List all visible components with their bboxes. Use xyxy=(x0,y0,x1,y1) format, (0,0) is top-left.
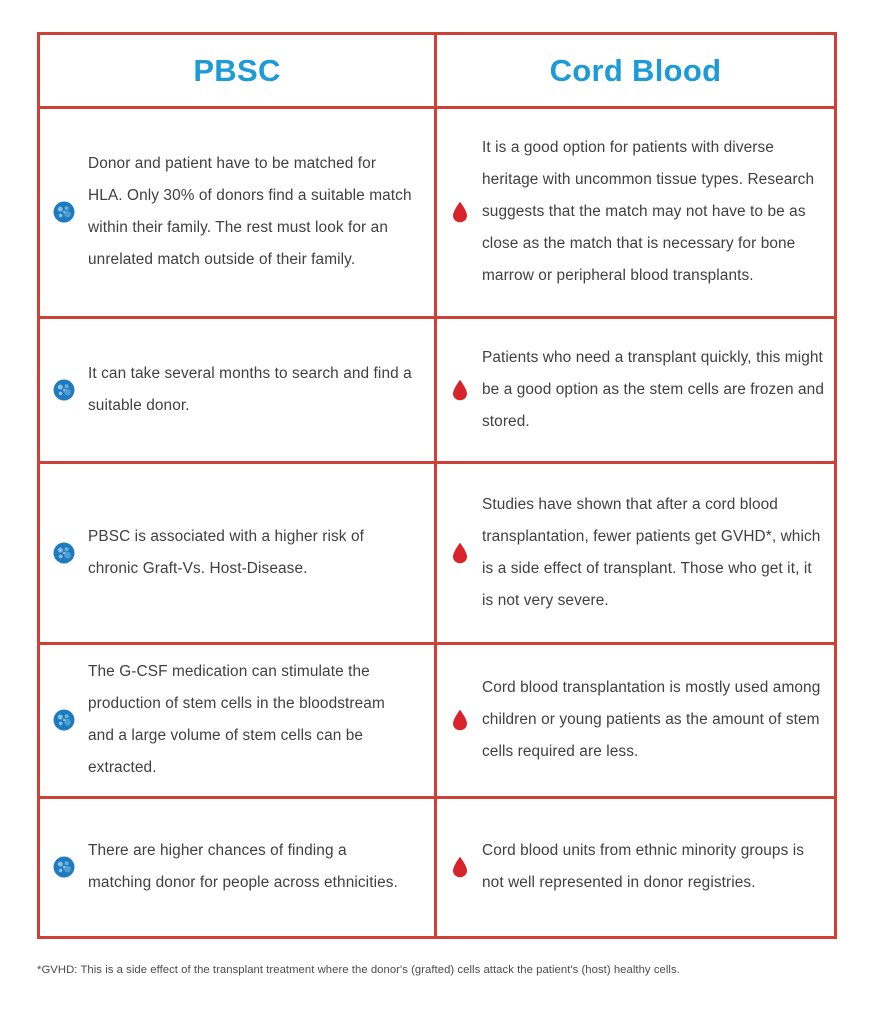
pbsc-vs-cord-blood-comparison-table xyxy=(37,32,837,939)
stem-cell-icon xyxy=(40,201,88,223)
pbsc-cell-5-text: There are higher chances of finding a matching donor for people across ethnicities. xyxy=(88,842,398,892)
cord-blood-cell-4-text: Cord blood transplantation is mostly used among children or young patients as the amount of stem cells required are less. xyxy=(482,679,821,761)
stem-cell-icon xyxy=(40,856,88,878)
pbsc-cell-4 xyxy=(40,645,437,796)
table-row xyxy=(40,319,834,464)
column-title-cord-blood: Cord Blood xyxy=(549,52,722,88)
blood-drop-icon xyxy=(437,856,482,878)
cord-blood-cell-3 xyxy=(437,464,834,642)
pbsc-cell-2-text: It can take several months to search and find a suitable donor. xyxy=(88,365,412,415)
blood-drop-icon xyxy=(437,542,482,564)
pbsc-cell-1 xyxy=(40,109,437,317)
table-row xyxy=(40,645,834,799)
cord-blood-cell-5-text: Cord blood units from ethnic minority groups is not well represented in donor registries. xyxy=(482,842,805,892)
table-header-row xyxy=(40,35,834,109)
blood-drop-icon xyxy=(437,379,482,401)
cord-blood-cell-1 xyxy=(437,109,834,317)
pbsc-cell-4-text: The G-CSF medication can stimulate the production of stem cells in the bloodstream and a large volume of stem cells can be extracted. xyxy=(88,663,385,777)
pbsc-cell-3-text: PBSC is associated with a higher risk of chronic Graft-Vs. Host-Disease. xyxy=(88,528,365,578)
pbsc-cell-2 xyxy=(40,319,437,461)
table-row xyxy=(40,109,834,320)
gvhd-footnote: *GVHD: This is a side effect of the transplant treatment where the donor's (grafted) cells attack the patient's (host) healthy cells. xyxy=(37,964,680,976)
table-row xyxy=(40,464,834,645)
pbsc-cell-3 xyxy=(40,464,437,642)
header-cell-pbsc xyxy=(40,35,437,106)
cord-blood-cell-3-text: Studies have shown that after a cord blood transplantation, fewer patients get GVHD*, which is a side effect of transplant. Those who get it, it is not very severe. xyxy=(482,496,821,610)
pbsc-cell-5 xyxy=(40,799,437,936)
pbsc-cell-1-text: Donor and patient have to be matched for HLA. Only 30% of donors find a suitable match within their family. The rest must look for an unrelated match outside of their family. xyxy=(88,155,412,269)
header-cell-cord-blood xyxy=(437,35,834,106)
cord-blood-cell-1-text: It is a good option for patients with diverse heritage with uncommon tissue types. Research suggests that the match may not have to be as close as the match that is necessary for bone marrow or peripheral blood transplants. xyxy=(482,139,815,285)
stem-cell-icon xyxy=(40,379,88,401)
cord-blood-cell-4 xyxy=(437,645,834,796)
table-row xyxy=(40,799,834,936)
blood-drop-icon xyxy=(437,709,482,731)
cord-blood-cell-2 xyxy=(437,319,834,461)
cord-blood-cell-5 xyxy=(437,799,834,936)
blood-drop-icon xyxy=(437,201,482,223)
cord-blood-cell-2-text: Patients who need a transplant quickly, this might be a good option as the stem cells are frozen and stored. xyxy=(482,349,824,431)
column-title-pbsc: PBSC xyxy=(193,52,281,88)
stem-cell-icon xyxy=(40,709,88,731)
stem-cell-icon xyxy=(40,542,88,564)
